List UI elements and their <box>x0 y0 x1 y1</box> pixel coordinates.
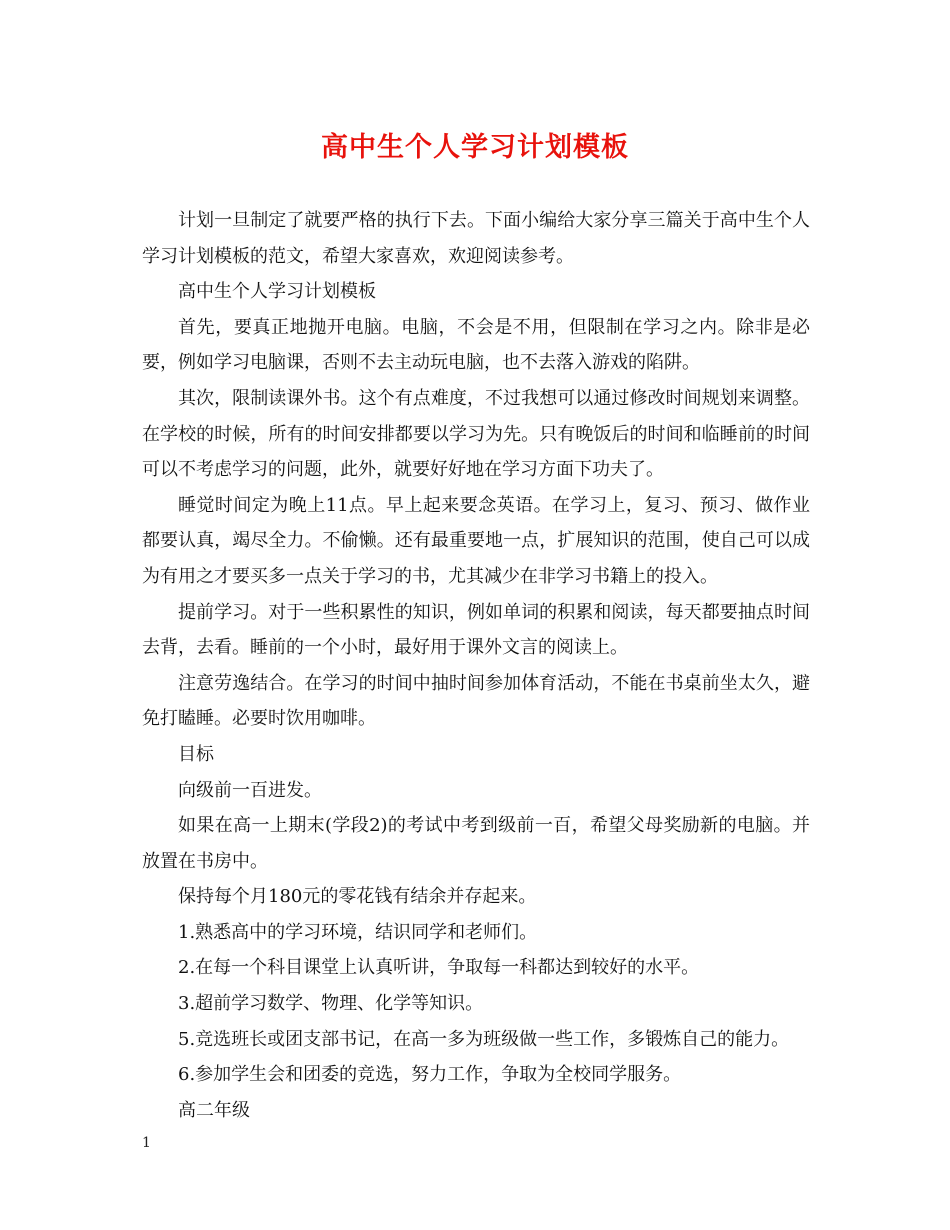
list-item-6: 6.参加学生会和团委的竞选，努力工作，争取为全校同学服务。 <box>178 1064 682 1086</box>
paragraph-goal-heading: 目标 <box>178 743 214 765</box>
document-title: 高中生个人学习计划模板 <box>321 132 629 163</box>
paragraph-computer: 首先，要真正地抛开电脑。电脑，不会是不用，但限制在学习之内。除非是必要，例如学习电脑课，否则不去主动玩电脑，也不去落入游戏的陷阱。 <box>142 316 810 374</box>
paragraph-reading: 其次，限制读课外书。这个有点难度，不过我想可以通过修改时间规划来调整。在学校的时候，所有的时间安排都要以学习为先。只有晚饭后的时间和临睡前的时间可以不考虑学习的问题，此外，就要好好地在学习方面下功夫了。 <box>142 387 810 481</box>
paragraph-goal-savings: 保持每个月180元的零花钱有结余并存起来。 <box>178 886 537 908</box>
paragraph-grade-two-heading: 高二年级 <box>178 1099 250 1121</box>
paragraph-advance-study: 提前学习。对于一些积累性的知识，例如单词的积累和阅读，每天都要抽点时间去背，去看。睡前的一个小时，最好用于课外文言的阅读上。 <box>142 601 810 659</box>
list-item-1: 1.熟悉高中的学习环境，结识同学和老师们。 <box>178 921 538 943</box>
list-item-2: 2.在每一个科目课堂上认真听讲，争取每一科都达到较好的水平。 <box>178 957 700 979</box>
page-number: 1 <box>142 1135 151 1151</box>
document-body <box>142 203 810 1128</box>
paragraph-heading-template: 高中生个人学习计划模板 <box>178 281 376 303</box>
paragraph-intro: 计划一旦制定了就要严格的执行下去。下面小编给大家分享三篇关于高中生个人学习计划模板的范文，希望大家喜欢，欢迎阅读参考。 <box>142 210 810 267</box>
list-item-3: 3.超前学习数学、物理、化学等知识。 <box>178 993 484 1015</box>
list-item-5: 5.竞选班长或团支部书记，在高一多为班级做一些工作，多锻炼自己的能力。 <box>178 1028 790 1050</box>
paragraph-sleep: 睡觉时间定为晚上11点。早上起来要念英语。在学习上，复习、预习、做作业都要认真，竭尽全力。不偷懒。还有最重要地一点，扩展知识的范围，使自己可以成为有用之才要买多一点关于学习的书，尤其减少在非学习书籍上的投入。 <box>142 494 810 587</box>
paragraph-goal-reward: 如果在高一上期末(学段2)的考试中考到级前一百，希望父母奖励新的电脑。并放置在书房中。 <box>142 815 810 872</box>
paragraph-goal-rank: 向级前一百进发。 <box>178 779 322 801</box>
paragraph-balance: 注意劳逸结合。在学习的时间中抽时间参加体育活动，不能在书桌前坐太久，避免打瞌睡。必要时饮用咖啡。 <box>142 672 810 730</box>
